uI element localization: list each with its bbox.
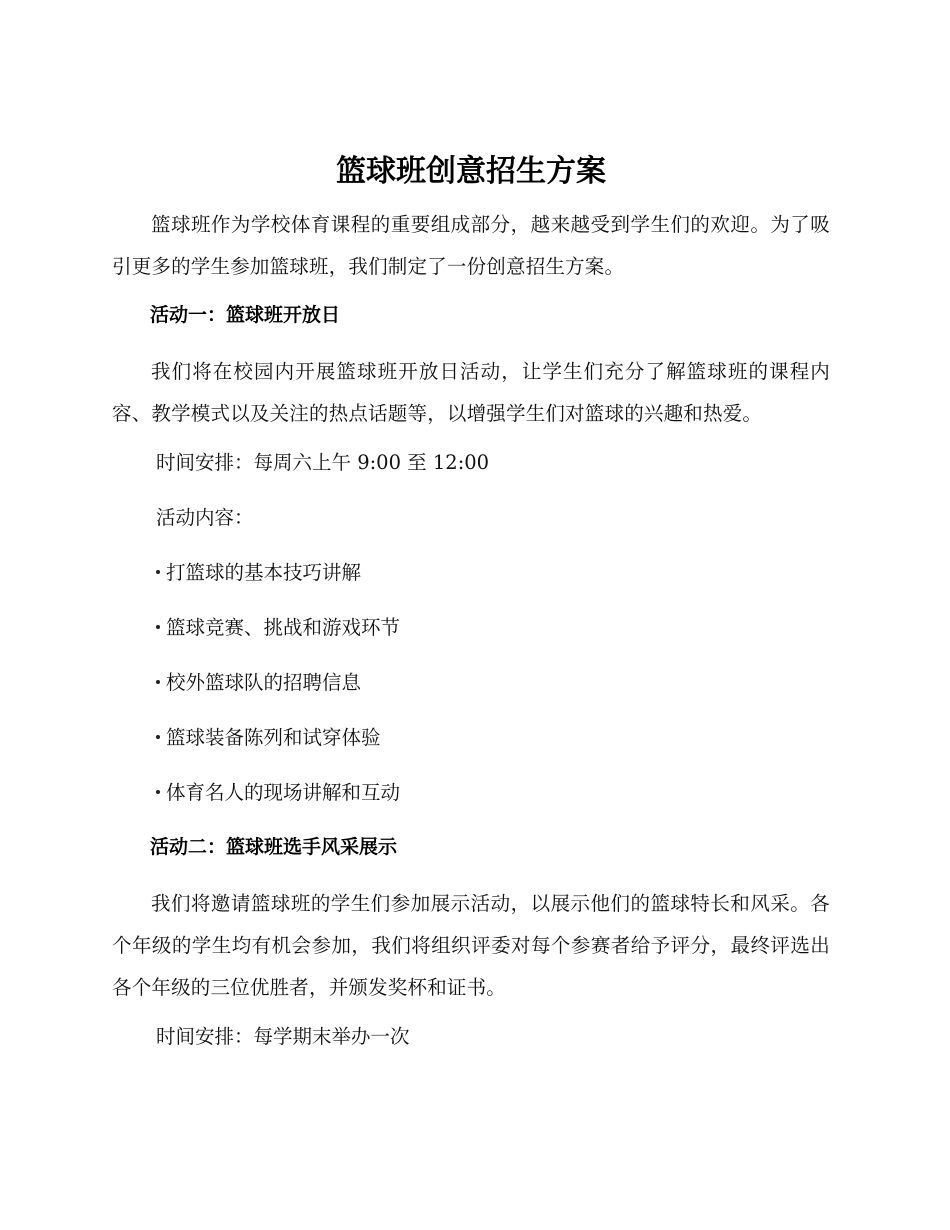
- activity1-description: 我们将在校园内开展篮球班开放日活动，让学生们充分了解篮球班的课程内容、教学模式以及关注的热点话题等，以增强学生们对篮球的兴趣和热爱。: [112, 360, 830, 425]
- bullet-icon: [156, 570, 160, 574]
- list-item-text: 校外篮球队的招聘信息: [166, 671, 362, 694]
- activity2-heading: 活动二：篮球班选手风采展示: [150, 836, 398, 858]
- bullet-icon: [156, 680, 160, 684]
- list-item: [112, 669, 830, 696]
- activity1-heading: 活动一：篮球班开放日: [150, 304, 341, 326]
- list-item: [112, 614, 830, 641]
- list-item: [112, 724, 830, 751]
- activity2-schedule: 时间安排：每学期末举办一次: [156, 1025, 410, 1048]
- activity2-description: 我们将邀请篮球班的学生们参加展示活动，以展示他们的篮球特长和风采。各个年级的学生均有机会参加，我们将组织评委对每个参赛者给予评分，最终评选出各个年级的三位优胜者，并颁发奖杯和证书。: [112, 892, 830, 999]
- document-page: [112, 150, 830, 1050]
- bullet-icon: [156, 790, 160, 794]
- list-item: [112, 559, 830, 586]
- list-item-text: 篮球竞赛、挑战和游戏环节: [166, 616, 401, 639]
- intro-paragraph: 篮球班作为学校体育课程的重要组成部分，越来越受到学生们的欢迎。为了吸引更多的学生参加篮球班，我们制定了一份创意招生方案。: [112, 213, 830, 278]
- list-item-text: 体育名人的现场讲解和互动: [166, 781, 401, 804]
- bullet-icon: [156, 735, 160, 739]
- list-item-text: 打篮球的基本技巧讲解: [166, 561, 362, 584]
- list-item: [112, 779, 830, 806]
- list-item-text: 篮球装备陈列和试穿体验: [166, 726, 381, 749]
- bullet-icon: [156, 625, 160, 629]
- activity1-content-label: 活动内容：: [156, 506, 254, 529]
- document-title: 篮球班创意招生方案: [336, 154, 606, 189]
- activity1-schedule: 时间安排：每周六上午 9:00 至 12:00: [156, 451, 490, 474]
